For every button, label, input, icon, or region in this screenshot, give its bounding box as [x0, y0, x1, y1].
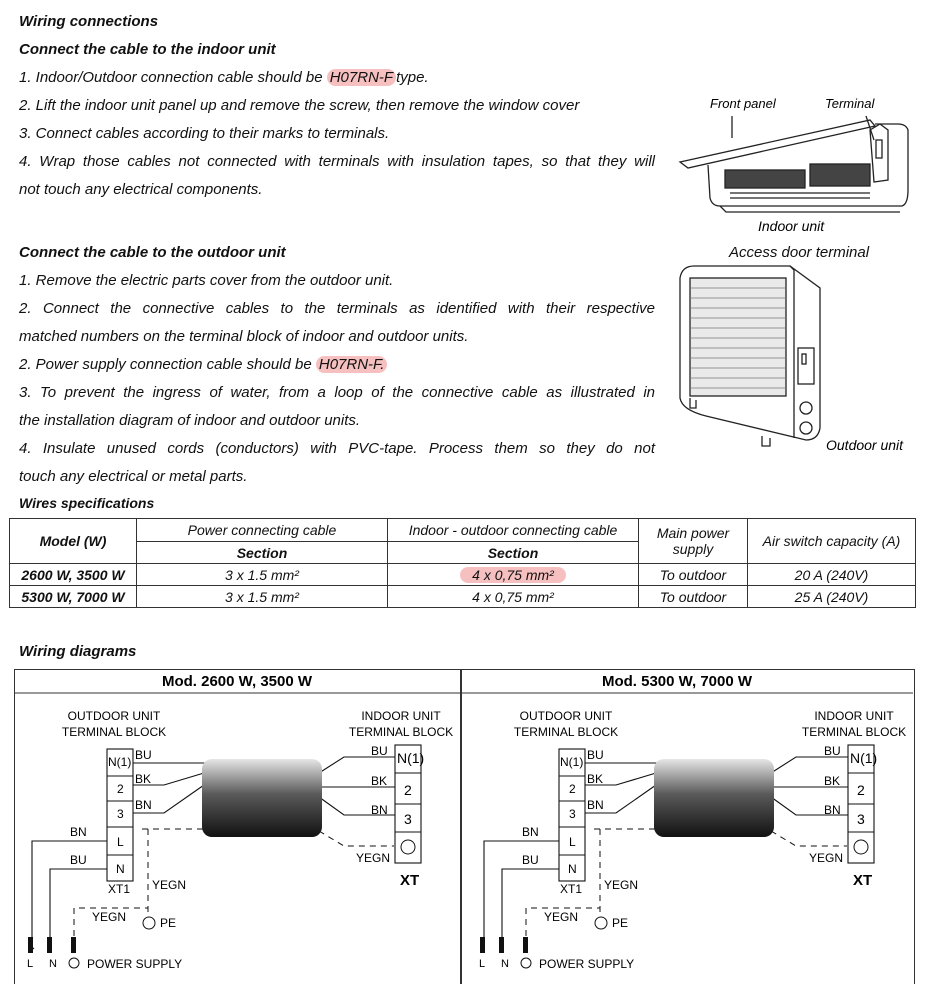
outdoor-step-3: 3. To prevent the ingress of water, from a loop of the connective cable as illustrated in — [19, 384, 655, 401]
power-supply-label: POWER SUPPLY — [87, 957, 183, 971]
wire-bu-out: BU — [135, 748, 152, 762]
term-2: 2 — [117, 782, 124, 796]
ps-n: N — [501, 958, 509, 970]
term-3: 3 — [569, 807, 576, 821]
outdoor-step-4: 4. Insulate unused cords (conductors) with PVC-tape. Process them so they do not — [19, 440, 655, 457]
table-row — [10, 586, 916, 608]
outdoor-terminal-label: TERMINAL BLOCK — [513, 725, 619, 739]
indoor-cable-highlight: 4 x 0,75 mm² — [460, 567, 566, 583]
access-door-terminal-label: Access door terminal — [729, 244, 870, 261]
cell-switch: 20 A (240V) — [748, 564, 916, 586]
outdoor-unit-label: OUTDOOR UNIT — [67, 709, 161, 723]
wire-bn-out: BN — [587, 798, 604, 812]
cell-indoor: 4 x 0,75 mm² — [388, 586, 639, 608]
xt1-label: XT1 — [108, 882, 131, 896]
term-n: N — [116, 862, 125, 876]
indoor-step-4-cont: not touch any electrical components. — [19, 181, 263, 198]
col-air-switch: Air switch capacity (A) — [748, 519, 916, 564]
xt-label: XT — [853, 872, 873, 889]
indoor-unit-caption: Indoor unit — [758, 218, 825, 234]
term-n1: N(1) — [108, 755, 132, 769]
outdoor-heading: Connect the cable to the outdoor unit — [19, 244, 286, 261]
indoor-term-2: 2 — [857, 782, 865, 798]
terminal-label: Terminal — [825, 96, 875, 111]
page-title: Wiring connections — [19, 13, 159, 30]
cell-main: To outdoor — [639, 586, 748, 608]
front-panel-label: Front panel — [710, 96, 776, 111]
indoor-step-4: 4. Wrap those cables not connected with terminals with insulation tapes, so that they will — [19, 153, 655, 170]
term-l: L — [117, 835, 124, 849]
wire-yegn-in: YEGN — [356, 851, 391, 865]
indoor-terminal-label: TERMINAL BLOCK — [348, 725, 454, 739]
indoor-term-n1: N(1) — [397, 750, 425, 766]
power-cable-highlight: H07RN-F. — [316, 356, 388, 373]
outdoor-unit-label: OUTDOOR UNIT — [519, 709, 613, 723]
outdoor-step-4-cont: touch any electrical or metal parts. — [19, 468, 248, 485]
wire-bn-in: BN — [824, 803, 841, 817]
outdoor-step-2-cont: matched numbers on the terminal block of indoor and outdoor units. — [19, 328, 469, 345]
indoor-step-2: 2. Lift the indoor unit panel up and remove the screw, then remove the window cover — [19, 97, 580, 114]
outdoor-step-1: 1. Remove the electric parts cover from the outdoor unit. — [19, 272, 394, 289]
wire-yegn-out: YEGN — [152, 878, 187, 892]
ps-ground-icon — [69, 958, 79, 968]
specs-heading: Wires specifications — [19, 495, 155, 511]
indoor-unit-label: INDOOR UNIT — [814, 709, 894, 723]
col-model: Model (W) — [10, 519, 137, 564]
cell-power: 3 x 1.5 mm² — [137, 586, 388, 608]
col-power-cable: Power connecting cable — [137, 519, 388, 542]
wire-bu-out: BU — [587, 748, 604, 762]
term-n1: N(1) — [560, 755, 584, 769]
wire-yegn-pe: YEGN — [92, 910, 127, 924]
indoor-term-n1: N(1) — [850, 750, 878, 766]
outdoor-terminal-label: TERMINAL BLOCK — [61, 725, 167, 739]
wiring-diagram-2 — [460, 669, 913, 983]
wire-bk-out: BK — [587, 772, 604, 786]
xt-label: XT — [400, 872, 420, 889]
wire-bk-in: BK — [371, 774, 388, 788]
indoor-term-3: 3 — [404, 811, 412, 827]
wire-yegn-pe: YEGN — [544, 910, 579, 924]
wire-yegn-out: YEGN — [604, 878, 639, 892]
ps-l: L — [27, 958, 34, 970]
diagram-title: Mod. 5300 W, 7000 W — [601, 673, 753, 690]
indoor-step-1-suffix: type. — [396, 69, 429, 86]
wire-bn-in: BN — [371, 803, 388, 817]
wire-yegn-in: YEGN — [809, 851, 844, 865]
col-indoor-cable: Indoor - outdoor connecting cable — [388, 519, 639, 542]
wire-bk-in: BK — [824, 774, 841, 788]
indoor-terminal-label: TERMINAL BLOCK — [801, 725, 907, 739]
ps-n: N — [49, 958, 57, 970]
cell-indoor — [388, 564, 639, 586]
cable-bundle — [202, 759, 322, 837]
xt1-label: XT1 — [560, 882, 583, 896]
wire-bn-ps: BN — [522, 825, 539, 839]
table-row — [10, 564, 916, 586]
term-2: 2 — [569, 782, 576, 796]
wire-bu-ps: BU — [522, 853, 539, 867]
wire-bu-in: BU — [824, 744, 841, 758]
outdoor-step-power-text: 2. Power supply connection cable should be — [19, 356, 312, 373]
cell-power: 3 x 1.5 mm² — [137, 564, 388, 586]
wire-bn-ps: BN — [70, 825, 87, 839]
diagrams-heading: Wiring diagrams — [19, 643, 137, 660]
indoor-term-3: 3 — [857, 811, 865, 827]
indoor-section-header: Section — [388, 542, 639, 564]
indoor-step-1-text: 1. Indoor/Outdoor connection cable should be — [19, 69, 323, 86]
pe-ground-icon — [595, 917, 607, 929]
outdoor-step-2: 2. Connect the connective cables to the terminals as identified with their respective — [19, 300, 655, 317]
indoor-heading: Connect the cable to the indoor unit — [19, 41, 276, 58]
col-main-power: Main power supply — [639, 519, 748, 564]
cell-main: To outdoor — [639, 564, 748, 586]
term-3: 3 — [117, 807, 124, 821]
wire-bk-out: BK — [135, 772, 152, 786]
pe-label: PE — [612, 916, 629, 930]
ps-l: L — [479, 958, 486, 970]
cell-switch: 25 A (240V) — [748, 586, 916, 608]
outdoor-step-power — [19, 356, 387, 373]
wire-bu-in: BU — [371, 744, 388, 758]
power-supply-label: POWER SUPPLY — [539, 957, 635, 971]
pe-ground-icon — [143, 917, 155, 929]
term-n: N — [568, 862, 577, 876]
cable-bundle — [654, 759, 774, 837]
indoor-step-1 — [19, 69, 429, 86]
power-section-header: Section — [137, 542, 388, 564]
ps-ground-icon — [521, 958, 531, 968]
table-header-row — [10, 519, 916, 542]
wire-spec-table — [9, 518, 916, 608]
indoor-term-2: 2 — [404, 782, 412, 798]
wiring-diagram-1 — [14, 669, 460, 983]
term-l: L — [569, 835, 576, 849]
outdoor-step-3-cont: the installation diagram of indoor and outdoor units. — [19, 412, 361, 429]
ground-icon — [854, 840, 868, 854]
wire-bn-out: BN — [135, 798, 152, 812]
cell-model: 2600 W, 3500 W — [10, 564, 137, 586]
indoor-unit-illustration — [670, 90, 920, 240]
diagram-title: Mod. 2600 W, 3500 W — [161, 673, 313, 690]
cable-type-highlight: H07RN-F — [327, 69, 396, 86]
pe-label: PE — [160, 916, 177, 930]
cell-model: 5300 W, 7000 W — [10, 586, 137, 608]
indoor-unit-label: INDOOR UNIT — [361, 709, 441, 723]
outdoor-unit-caption: Outdoor unit — [826, 437, 904, 453]
outdoor-unit-illustration — [670, 258, 920, 458]
indoor-step-3: 3. Connect cables according to their marks to terminals. — [19, 125, 390, 142]
wire-bu-ps: BU — [70, 853, 87, 867]
ground-icon — [401, 840, 415, 854]
